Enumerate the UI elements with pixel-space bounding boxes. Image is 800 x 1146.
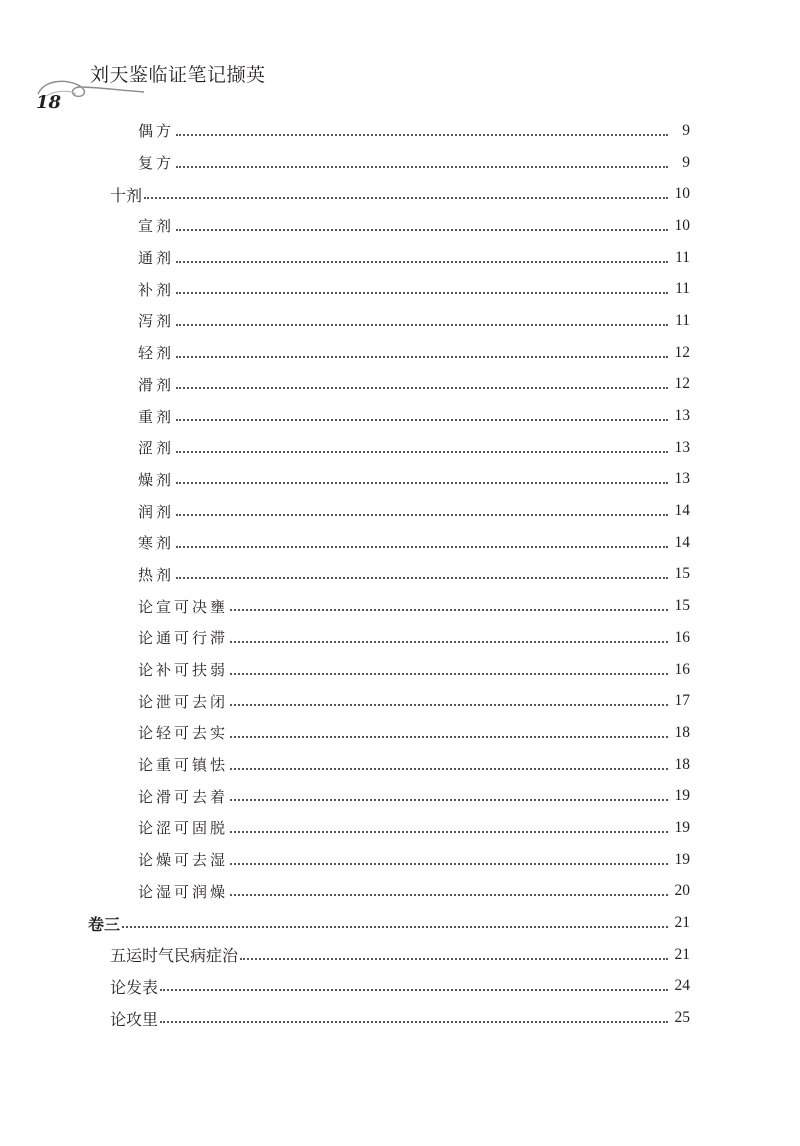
toc-entry-title: 涩剂 bbox=[138, 439, 175, 458]
dot-leader bbox=[230, 768, 668, 770]
dot-leader bbox=[176, 577, 668, 579]
toc-entry-page-number: 17 bbox=[674, 692, 690, 710]
dot-leader bbox=[176, 324, 668, 326]
toc-entry-title: 论补可扶弱 bbox=[138, 661, 229, 680]
toc-entry-title: 论发表 bbox=[110, 977, 159, 997]
toc-entry-page-number: 16 bbox=[674, 628, 690, 646]
toc-entry[interactable] bbox=[0, 971, 690, 1003]
toc-entry-title: 通剂 bbox=[138, 249, 175, 268]
toc-entry-page-number: 12 bbox=[674, 375, 690, 393]
toc-entry[interactable] bbox=[0, 242, 690, 274]
dot-leader bbox=[230, 673, 668, 675]
toc-entry-title: 论湿可润燥 bbox=[138, 882, 229, 901]
toc-entry-page-number: 9 bbox=[682, 153, 690, 171]
toc-entry-page-number: 13 bbox=[674, 438, 690, 456]
dot-leader bbox=[176, 292, 668, 294]
dot-leader bbox=[176, 514, 668, 516]
toc-entry[interactable] bbox=[0, 337, 690, 369]
toc-entry-page-number: 11 bbox=[675, 248, 690, 266]
toc-entry-title: 论攻里 bbox=[110, 1009, 159, 1029]
dot-leader bbox=[176, 166, 668, 168]
toc-entry-page-number: 13 bbox=[674, 470, 690, 488]
toc-entry-title: 论涩可固脱 bbox=[138, 819, 229, 838]
toc-entry-page-number: 12 bbox=[674, 343, 690, 361]
dot-leader bbox=[176, 419, 668, 421]
toc-entry-title: 论重可镇怯 bbox=[138, 756, 229, 775]
toc-entry[interactable] bbox=[0, 812, 690, 844]
toc-entry[interactable] bbox=[0, 369, 690, 401]
toc-entry[interactable] bbox=[0, 464, 690, 496]
toc-entry-page-number: 16 bbox=[674, 660, 690, 678]
toc-entry[interactable] bbox=[0, 590, 690, 622]
dot-leader bbox=[176, 451, 668, 453]
toc-entry-title: 重剂 bbox=[138, 407, 175, 426]
toc-entry[interactable] bbox=[0, 527, 690, 559]
toc-entry-page-number: 18 bbox=[674, 755, 690, 773]
toc-entry[interactable] bbox=[0, 780, 690, 812]
toc-entry-page-number: 20 bbox=[674, 882, 690, 900]
toc-entry[interactable] bbox=[0, 844, 690, 876]
toc-entry-title: 复方 bbox=[138, 154, 175, 173]
toc-entry-title: 宣剂 bbox=[138, 217, 175, 236]
toc-entry[interactable] bbox=[0, 654, 690, 686]
toc-entry-page-number: 19 bbox=[674, 818, 690, 836]
toc-entry-page-number: 11 bbox=[675, 280, 690, 298]
table-of-contents bbox=[0, 115, 800, 1034]
toc-entry[interactable] bbox=[0, 147, 690, 179]
toc-entry[interactable] bbox=[0, 178, 690, 210]
toc-entry-title: 论通可行滞 bbox=[138, 629, 229, 648]
toc-entry-title: 滑剂 bbox=[138, 375, 175, 394]
dot-leader bbox=[160, 1021, 668, 1023]
toc-entry-title: 卷三 bbox=[88, 914, 121, 934]
dot-leader bbox=[176, 229, 668, 231]
toc-entry[interactable] bbox=[0, 495, 690, 527]
dot-leader bbox=[240, 958, 668, 960]
toc-entry-page-number: 21 bbox=[674, 914, 690, 932]
toc-entry-title: 润剂 bbox=[138, 502, 175, 521]
toc-entry-page-number: 21 bbox=[674, 945, 690, 963]
toc-entry-page-number: 19 bbox=[674, 787, 690, 805]
toc-entry-title: 轻剂 bbox=[138, 344, 175, 363]
dot-leader bbox=[176, 261, 668, 263]
toc-entry-title: 十剂 bbox=[110, 185, 143, 205]
dot-leader bbox=[176, 134, 668, 136]
dot-leader bbox=[230, 736, 668, 738]
dot-leader bbox=[230, 641, 668, 643]
toc-entry-page-number: 24 bbox=[674, 977, 690, 995]
toc-entry[interactable] bbox=[0, 876, 690, 908]
toc-entry-title: 偶方 bbox=[138, 122, 175, 141]
toc-entry-page-number: 11 bbox=[675, 311, 690, 329]
page-number: 18 bbox=[36, 92, 62, 113]
dot-leader bbox=[144, 197, 668, 199]
dot-leader bbox=[176, 356, 668, 358]
toc-entry[interactable] bbox=[0, 939, 690, 971]
dot-leader bbox=[122, 926, 668, 928]
toc-entry[interactable] bbox=[0, 273, 690, 305]
toc-entry[interactable] bbox=[0, 717, 690, 749]
toc-entry-page-number: 15 bbox=[674, 597, 690, 615]
toc-entry-title: 补剂 bbox=[138, 280, 175, 299]
toc-entry[interactable] bbox=[0, 115, 690, 147]
dot-leader bbox=[230, 704, 668, 706]
toc-entry[interactable] bbox=[0, 559, 690, 591]
toc-entry[interactable] bbox=[0, 210, 690, 242]
toc-entry-title: 论宣可决壅 bbox=[138, 597, 229, 616]
toc-entry[interactable] bbox=[0, 400, 690, 432]
toc-entry-page-number: 25 bbox=[674, 1009, 690, 1027]
toc-entry[interactable] bbox=[0, 432, 690, 464]
toc-entry[interactable] bbox=[0, 305, 690, 337]
toc-entry-page-number: 19 bbox=[674, 850, 690, 868]
toc-entry-page-number: 15 bbox=[674, 565, 690, 583]
dot-leader bbox=[176, 387, 668, 389]
dot-leader bbox=[230, 799, 668, 801]
toc-entry-title: 泻剂 bbox=[138, 312, 175, 331]
toc-entry-page-number: 13 bbox=[674, 407, 690, 425]
dot-leader bbox=[176, 482, 668, 484]
dot-leader bbox=[160, 989, 668, 991]
dot-leader bbox=[230, 831, 668, 833]
toc-entry-title: 燥剂 bbox=[138, 470, 175, 489]
dot-leader bbox=[230, 894, 668, 896]
toc-entry-title: 五运时气民病症治 bbox=[110, 946, 239, 966]
toc-entry-page-number: 9 bbox=[682, 121, 690, 139]
toc-entry-page-number: 10 bbox=[674, 216, 690, 234]
dot-leader bbox=[230, 863, 668, 865]
toc-entry[interactable] bbox=[0, 1002, 690, 1034]
book-title: 刘天鉴临证笔记撷英 bbox=[90, 64, 266, 86]
toc-entry-title: 寒剂 bbox=[138, 534, 175, 553]
running-header bbox=[0, 0, 800, 120]
toc-entry[interactable] bbox=[0, 685, 690, 717]
toc-entry-title: 论轻可去实 bbox=[138, 724, 229, 743]
toc-entry[interactable] bbox=[0, 622, 690, 654]
dot-leader bbox=[230, 609, 668, 611]
toc-entry[interactable] bbox=[0, 907, 690, 939]
toc-entry-page-number: 10 bbox=[674, 185, 690, 203]
toc-entry-page-number: 18 bbox=[674, 723, 690, 741]
toc-entry[interactable] bbox=[0, 749, 690, 781]
toc-entry-title: 论燥可去湿 bbox=[138, 851, 229, 870]
toc-entry-page-number: 14 bbox=[674, 533, 690, 551]
toc-entry-title: 论泄可去闭 bbox=[138, 692, 229, 711]
toc-entry-title: 热剂 bbox=[138, 565, 175, 584]
toc-entry-page-number: 14 bbox=[674, 502, 690, 520]
dot-leader bbox=[176, 546, 668, 548]
toc-entry-title: 论滑可去着 bbox=[138, 787, 229, 806]
